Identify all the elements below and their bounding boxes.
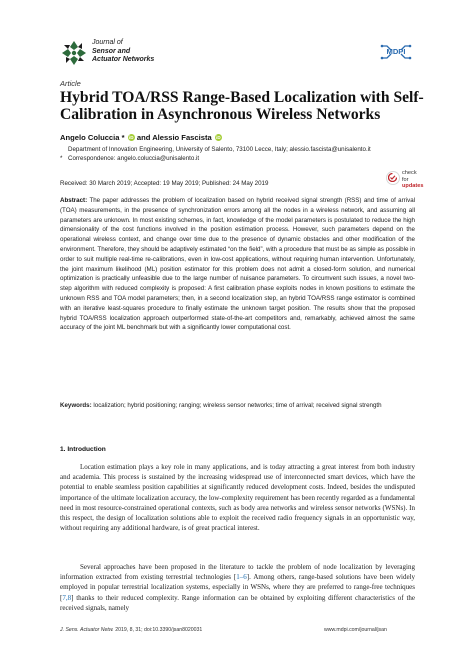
abstract-text: The paper addresses the problem of localization based on hybrid received signal strength (RSS) and time of arrival (TOA) measurements, in the presence of synchronization errors among all the nodes in a wireless network, and assuming all parameters are unknown. In most existing schemes, in fact, knowledge of the model parameters is postulated to reduce the high dimensionality of the cost functions involved in the position estimation process. However, such parameters depend on the operational wireless context, and change over time due to the presence of dynamic obstacles and other modification of the environment. Therefore, they should be adaptively estimated “on the field”, with a procedure that must be as simple as possible in order to suit multiple real-time re-calibrations, even in low-cost applications, without requiring human intervention. Unfortunately, the joint maximum likelihood (ML) position estimator for this problem does not admit a closed-form solution, and numerical optimization is practically unfeasible due to the large number of nuisance parameters. To circumvent such issues, a novel two-step algorithm with reduced complexity is proposed: A first calibration phase exploits nodes in known positions to estimate the unknown RSS and TOA model parameters; then, in a second localization step, an hybrid TOA/RSS range estimator is combined with an iterative least-squares procedure to finally estimate the unknown target position. The results show that the proposed hybrid TOA/RSS localization approach outperformed state-of-the-art competitors and, remarkably, achieved almost the same accuracy of the joint ML benchmark but with a significantly lower computational cost. bbox=[60, 197, 416, 332]
publication-dates: Received: 30 March 2019; Accepted: 19 May 2019; Published: 24 May 2019 bbox=[60, 180, 269, 187]
citation-link[interactable]: 7,8 bbox=[62, 593, 72, 602]
section-heading: 1. Introduction bbox=[60, 446, 106, 453]
publisher-name: MDPI bbox=[386, 47, 406, 57]
article-type: Article bbox=[60, 79, 81, 88]
check-updates-line2: updates bbox=[402, 183, 424, 190]
correspondence-mark: * bbox=[60, 155, 63, 162]
orcid-icon[interactable]: iD bbox=[216, 135, 221, 140]
journal-name bbox=[92, 39, 154, 65]
citation-link[interactable]: 1–6 bbox=[236, 573, 247, 582]
article-title: Hybrid TOA/RSS Range-Based Localization with Self-Calibration in Asynchronous Wireless Networks bbox=[60, 89, 424, 123]
affiliation-text: Department of Innovation Engineering, University of Salento, 73100 Lecce, Italy; alessio.fascista@unisalento.it bbox=[68, 146, 371, 153]
check-updates-icon bbox=[386, 171, 400, 185]
check-updates-line1: check for bbox=[402, 170, 417, 183]
journal-name-line1: Journal of bbox=[92, 39, 123, 46]
intro-paragraph: Location estimation plays a key role in many applications, and is today attracting a great interest from both industry and academia. This process is sustained by the increasing widespread use of interconnected smart devices, which have the potential to enable seamless position capabilities at significantly reduced development costs. Indeed, besides the undisputed importance of the ultimate localization accuracy, the low-complexity requirement has been recently regarded as a fundamental need in most resource-constrained operational contexts, such as body area networks and wireless sensor networks (WSNs). In this respect, the design of localization solutions able to exploit the received radio frequency signals in an opportunistic way, without requiring any additional hardware, is of great practical interest. bbox=[60, 463, 415, 533]
keywords-label: Keywords: bbox=[60, 402, 92, 409]
author-name[interactable]: Alessio Fascista bbox=[152, 133, 212, 142]
author-list bbox=[60, 133, 222, 142]
correspondence-text: Correspondence: angelo.coluccia@unisalento.it bbox=[68, 155, 200, 162]
author-conjunction: and bbox=[136, 133, 151, 142]
keywords bbox=[60, 401, 415, 411]
check-updates-label bbox=[402, 170, 423, 190]
footer-citation bbox=[60, 627, 202, 633]
check-for-updates-badge[interactable] bbox=[386, 168, 422, 190]
citation-details: 2019, 8, 31; doi:10.3390/jsan8020031 bbox=[115, 627, 203, 633]
journal-name-line2: Sensor and bbox=[92, 47, 131, 55]
journal-url[interactable]: www.mdpi.com/journal/jsan bbox=[324, 627, 387, 633]
keywords-text: localization; hybrid positioning; ranging; wireless sensor networks; time of arrival; received signal strength bbox=[93, 402, 382, 409]
paragraph-text: Several approaches have been proposed in the literature to tackle the problem of node localization by leveraging information extracted from existing terrestrial technologies [ bbox=[60, 563, 415, 582]
journal-logo-icon bbox=[60, 39, 88, 67]
abstract bbox=[60, 196, 415, 333]
journal-abbreviation: J. Sens. Actuator Netw. bbox=[60, 627, 114, 633]
paragraph-text: ]. Among others, range-based solutions have been widely employed in popular terrestrial localization systems, especially in WSNs, where they are preferred to range-free techniques [ bbox=[60, 573, 415, 602]
corresponding-author-mark: * bbox=[121, 133, 125, 142]
intro-paragraph bbox=[60, 562, 415, 613]
affiliations bbox=[60, 145, 371, 163]
orcid-icon[interactable]: iD bbox=[128, 135, 134, 140]
author-name[interactable]: Angelo Coluccia bbox=[60, 133, 120, 142]
paragraph-text: ] thanks to their reduced complexity. Range information can be obtained by exploiting different characteristics of the received signals, namely bbox=[60, 593, 415, 612]
abstract-label: Abstract: bbox=[60, 197, 88, 204]
mdpi-logo-icon bbox=[378, 43, 414, 61]
journal-name-line3: Actuator Networks bbox=[92, 56, 155, 63]
